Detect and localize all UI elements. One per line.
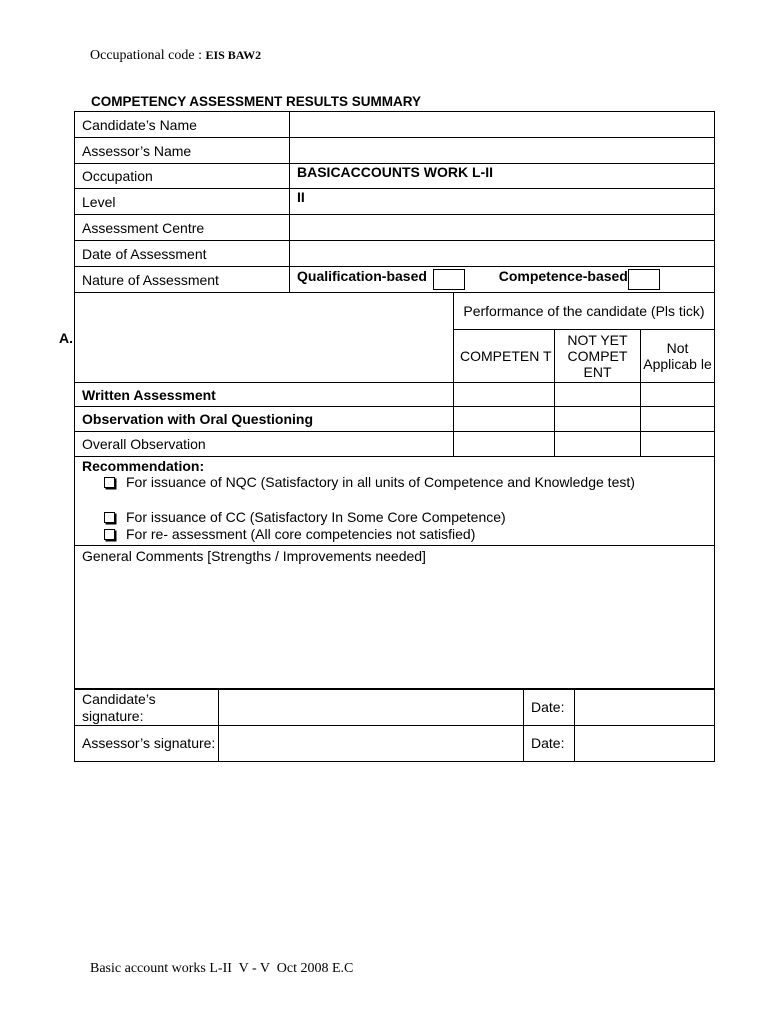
level-value: II (290, 189, 715, 215)
info-label: Assessment Centre (75, 215, 290, 241)
checkbox-icon[interactable] (104, 512, 115, 523)
date-label: Date: (524, 690, 575, 726)
form-title: COMPETENCY ASSESSMENT RESULTS SUMMARY (91, 94, 422, 109)
occupational-code-label: Occupational code : (90, 48, 202, 63)
competence-based-checkbox[interactable] (628, 269, 660, 290)
assessor-date-field[interactable] (575, 726, 715, 762)
info-row-level (75, 189, 715, 215)
competent-tick-cell[interactable] (454, 383, 555, 407)
signature-label: Candidate’s signature: (75, 690, 219, 726)
performance-header-row (75, 293, 715, 330)
not-applicable-tick-cell[interactable] (641, 432, 715, 457)
qualification-based-label: Qualification-based (297, 268, 427, 285)
occupation-value: BASICACCOUNTS WORK L-II (290, 164, 715, 189)
assessor-name-field[interactable] (290, 138, 715, 164)
page-footer: Basic account works L-II V - V Oct 2008 E.C (90, 961, 354, 976)
signature-table (74, 689, 715, 762)
not-applicable-tick-cell[interactable] (641, 407, 715, 432)
recommendation-row (75, 457, 715, 546)
info-label: Occupation (75, 164, 290, 189)
assessor-signature-field[interactable] (219, 726, 524, 762)
info-label: Assessor’s Name (75, 138, 290, 164)
assessment-table (74, 111, 715, 689)
assessment-row-observation-oral (75, 407, 715, 432)
info-row-assessment-centre (75, 215, 715, 241)
recommendation-title: Recommendation: (82, 458, 205, 474)
general-comments-field[interactable]: General Comments [Strengths / Improvements needed] (75, 546, 715, 689)
date-of-assessment-field[interactable] (290, 241, 715, 267)
assessment-row-overall (75, 432, 715, 457)
info-label: Level (75, 189, 290, 215)
not-yet-competent-tick-cell[interactable] (555, 383, 641, 407)
checkbox-icon[interactable] (104, 477, 115, 488)
performance-header: Performance of the candidate (Pls tick) (454, 293, 715, 330)
info-row-nature (75, 267, 715, 293)
column-competent: COMPETEN T (454, 330, 555, 383)
candidate-signature-field[interactable] (219, 690, 524, 726)
occupational-code-value: EIS BAW2 (205, 48, 262, 62)
competence-based-label: Competence-based (498, 268, 628, 285)
competent-tick-cell[interactable] (454, 432, 555, 457)
assessment-centre-field[interactable] (290, 215, 715, 241)
column-not-applicable: Not Applicab le (641, 330, 715, 383)
info-row-assessor-name (75, 138, 715, 164)
candidate-name-field[interactable] (290, 112, 715, 138)
assessor-signature-row (75, 726, 715, 762)
recommendation-list (82, 474, 714, 543)
not-applicable-tick-cell[interactable] (641, 383, 715, 407)
column-not-yet-competent: NOT YET COMPET ENT (555, 330, 641, 383)
occupational-code (90, 48, 261, 64)
recommendation-option[interactable]: For issuance of NQC (Satisfactory in all units of Competence and Knowledge test) (104, 474, 714, 491)
candidate-signature-row (75, 690, 715, 726)
recommendation-section (75, 457, 715, 546)
info-row-occupation (75, 164, 715, 189)
info-row-date-of-assessment (75, 241, 715, 267)
nature-options (290, 267, 715, 293)
competent-tick-cell[interactable] (454, 407, 555, 432)
nature-label: Nature of Assessment (75, 267, 290, 293)
assessment-row-written (75, 383, 715, 407)
info-label: Date of Assessment (75, 241, 290, 267)
info-row-candidate-name (75, 112, 715, 138)
candidate-date-field[interactable] (575, 690, 715, 726)
assessment-row-label: Overall Observation (75, 432, 454, 457)
general-comments-row (75, 546, 715, 689)
blank-cell (75, 293, 454, 383)
not-yet-competent-tick-cell[interactable] (555, 432, 641, 457)
recommendation-option[interactable]: For issuance of CC (Satisfactory In Some Core Competence) (104, 509, 714, 526)
signature-label: Assessor’s signature: (75, 726, 219, 762)
assessment-row-label: Observation with Oral Questioning (75, 407, 454, 432)
checkbox-icon[interactable] (104, 529, 115, 540)
section-marker: A. (59, 330, 73, 346)
info-label: Candidate’s Name (75, 112, 290, 138)
not-yet-competent-tick-cell[interactable] (555, 407, 641, 432)
assessment-row-label: Written Assessment (75, 383, 454, 407)
recommendation-option[interactable]: For re- assessment (All core competencies not satisfied) (104, 526, 714, 543)
date-label: Date: (524, 726, 575, 762)
qualification-based-checkbox[interactable] (433, 269, 465, 290)
